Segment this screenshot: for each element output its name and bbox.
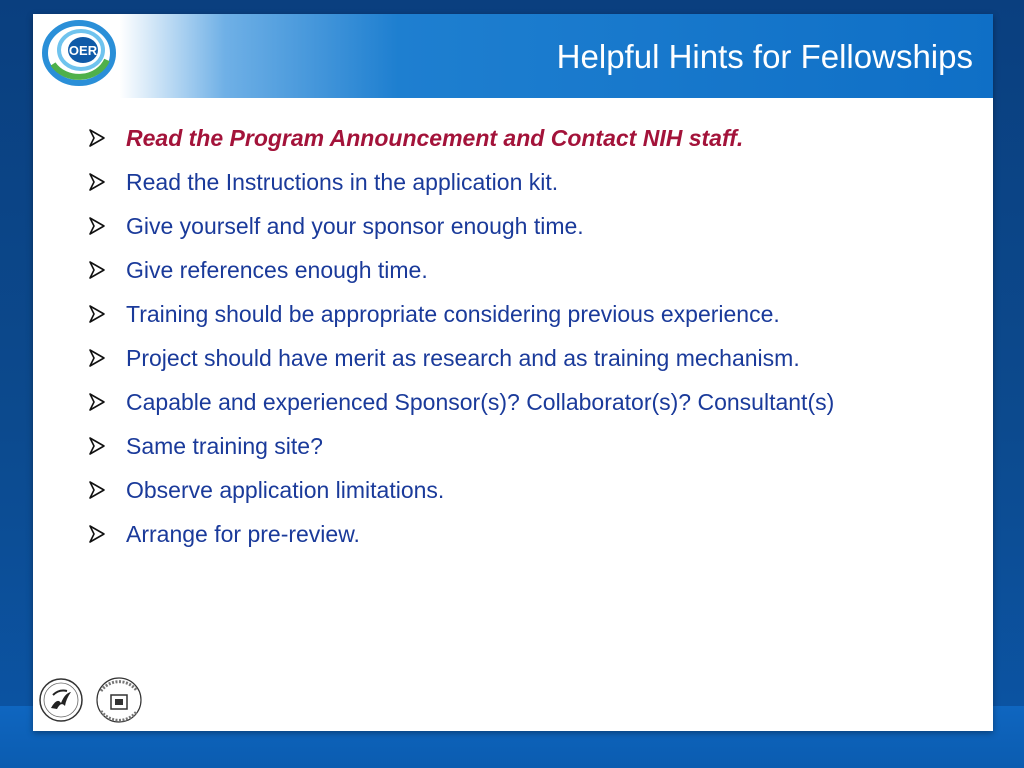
arrow-bullet-icon — [88, 424, 112, 468]
nih-logo-icon — [97, 678, 141, 722]
oer-logo-icon — [41, 20, 117, 86]
arrow-bullet-icon — [88, 160, 112, 204]
hhs-seal-icon — [40, 679, 82, 721]
bullet-item — [88, 248, 968, 292]
bullet-item — [88, 468, 968, 512]
bullet-item — [88, 424, 968, 468]
bullet-item — [88, 512, 968, 556]
bullet-item — [88, 160, 968, 204]
bullet-item — [88, 204, 968, 248]
footer-logos — [39, 675, 149, 725]
bullet-text: Give yourself and your sponsor enough time. — [126, 213, 584, 239]
bullet-text: Give references enough time. — [126, 257, 428, 283]
bullet-text: Project should have merit as research and as training mechanism. — [126, 345, 800, 371]
svg-text:OER: OER — [68, 43, 98, 58]
arrow-bullet-icon — [88, 380, 112, 424]
bullet-text: Read the Instructions in the application kit. — [126, 169, 559, 195]
bullet-list — [88, 116, 968, 556]
bullet-item — [88, 292, 968, 336]
slide-title: Helpful Hints for Fellowships — [556, 38, 973, 75]
bullet-item — [88, 336, 968, 380]
header-bar — [33, 14, 993, 98]
bullet-text: Training should be appropriate considering previous experience. — [126, 301, 780, 327]
bullet-text: Capable and experienced Sponsor(s)? Collaborator(s)? Consultant(s) — [126, 389, 835, 415]
arrow-bullet-icon — [88, 292, 112, 336]
arrow-bullet-icon — [88, 248, 112, 292]
arrow-bullet-icon — [88, 116, 112, 160]
arrow-bullet-icon — [88, 512, 112, 556]
slide-card — [33, 14, 993, 731]
bullet-text: Same training site? — [126, 433, 323, 459]
bullet-item — [88, 116, 968, 160]
bullet-item — [88, 380, 968, 424]
bullet-text: Observe application limitations. — [126, 477, 445, 503]
bullet-text: Arrange for pre-review. — [126, 521, 360, 547]
arrow-bullet-icon — [88, 468, 112, 512]
arrow-bullet-icon — [88, 336, 112, 380]
bullet-text: Read the Program Announcement and Contact NIH staff. — [126, 125, 744, 151]
arrow-bullet-icon — [88, 204, 112, 248]
